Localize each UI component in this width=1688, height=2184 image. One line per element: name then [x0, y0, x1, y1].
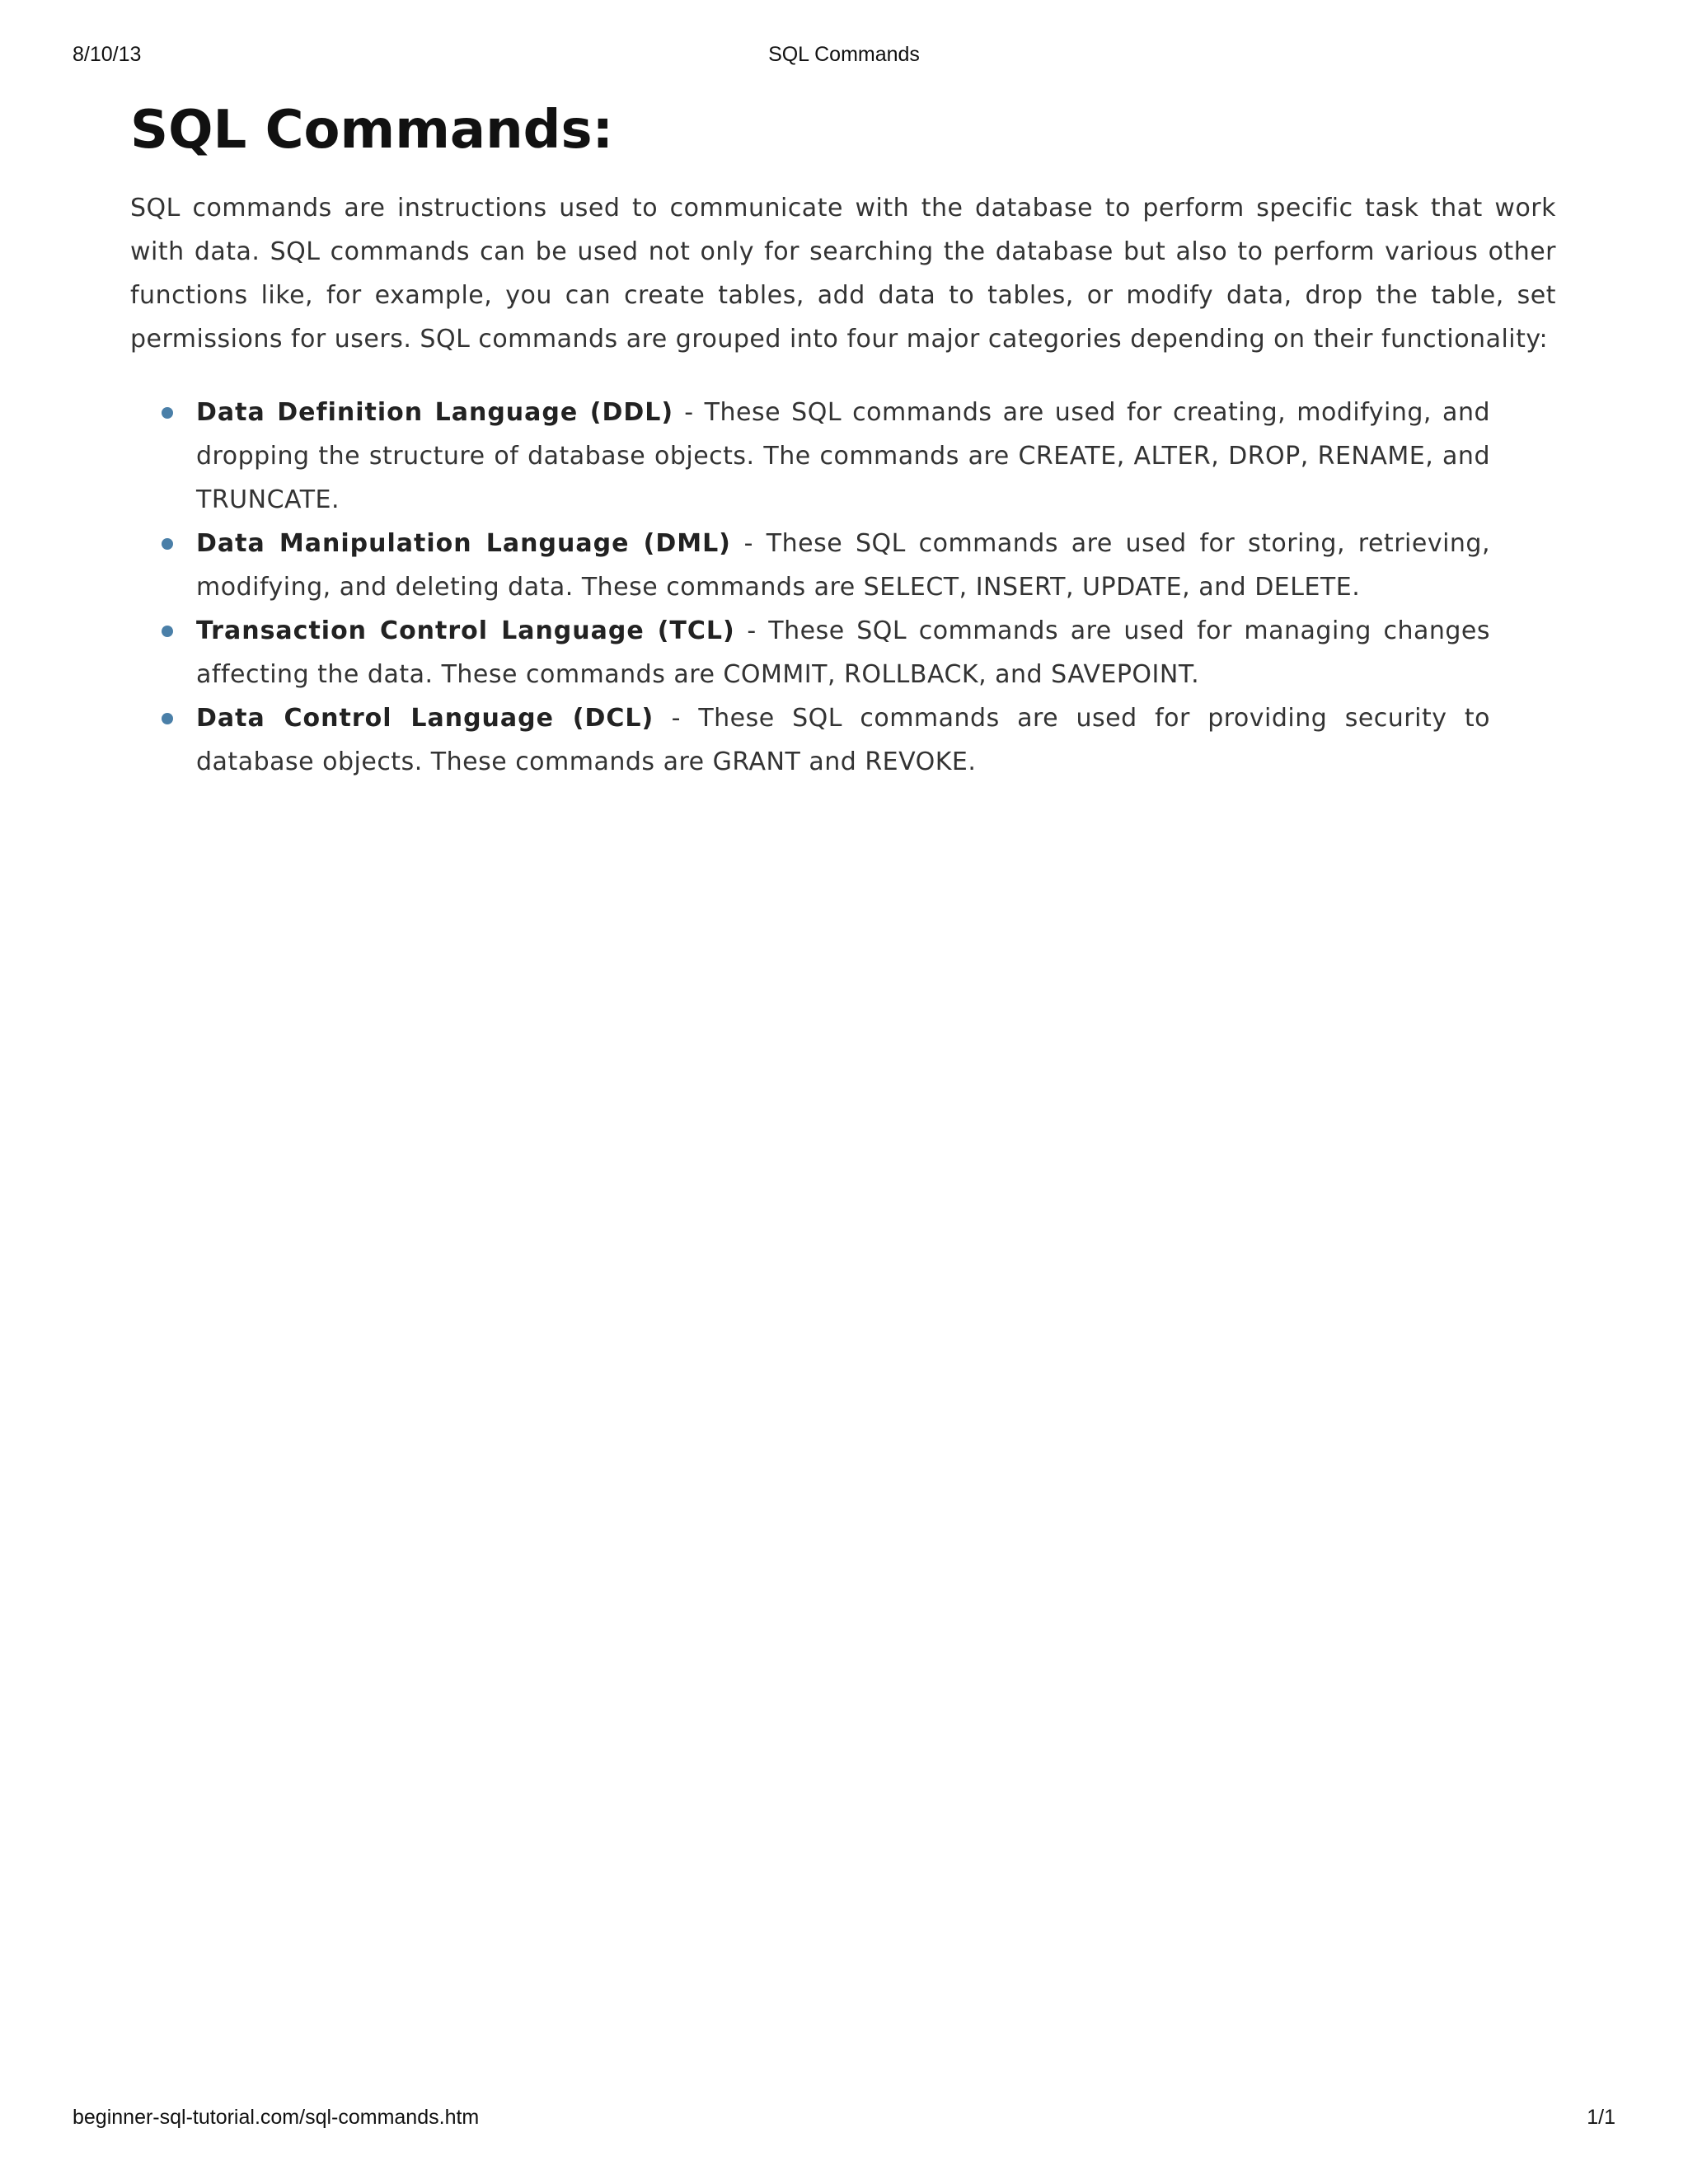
category-description: - These SQL commands are used for creating, modifying, and dropping the structure of database objects. The commands are CREATE, ALTER, DROP, RENAME, and TRUNCATE. — [196, 398, 1491, 514]
print-date: 8/10/13 — [73, 43, 142, 66]
intro-paragraph: SQL commands are instructions used to communicate with the database to perform specific task that work with data. SQL commands can be used not only for searching the database but also to perform various other functions like, for example, you can create tables, add data to tables, or modify data, drop the table, set permissions for users. SQL commands are grouped into four major categories depending on their functionality: — [130, 194, 1556, 354]
category-description: - These SQL commands are used for storing, retrieving, modifying, and deleting data. These commands are SELECT, INSERT, UPDATE, and DELETE. — [196, 529, 1490, 602]
category-term: Data Manipulation Language (DML) — [196, 529, 731, 558]
list-item-ddl — [196, 391, 1490, 522]
bullet-icon — [162, 407, 173, 419]
print-document-title: SQL Commands — [768, 43, 920, 66]
category-description: - These SQL commands are used for providing security to database objects. These commands are GRANT and REVOKE. — [196, 704, 1490, 776]
list-item-tcl — [196, 609, 1490, 696]
page-title: SQL Commands: — [130, 100, 614, 161]
list-item-dml — [196, 522, 1490, 609]
print-header — [73, 43, 1615, 73]
category-term: Data Control Language (DCL) — [196, 704, 654, 733]
print-footer — [73, 2106, 1615, 2135]
bullet-icon — [162, 626, 173, 637]
list-item-dcl — [196, 696, 1490, 784]
category-term: Data Definition Language (DDL) — [196, 398, 674, 427]
category-term: Transaction Control Language (TCL) — [196, 616, 735, 645]
bullet-icon — [162, 538, 173, 550]
page-number: 1/1 — [1587, 2106, 1615, 2129]
article — [130, 97, 1556, 784]
category-description: - These SQL commands are used for managing changes affecting the data. These commands are COMMIT, ROLLBACK, and SAVEPOINT. — [196, 616, 1490, 689]
source-url: beginner-sql-tutorial.com/sql-commands.htm — [73, 2106, 480, 2129]
category-list — [130, 391, 1490, 784]
bullet-icon — [162, 713, 173, 724]
